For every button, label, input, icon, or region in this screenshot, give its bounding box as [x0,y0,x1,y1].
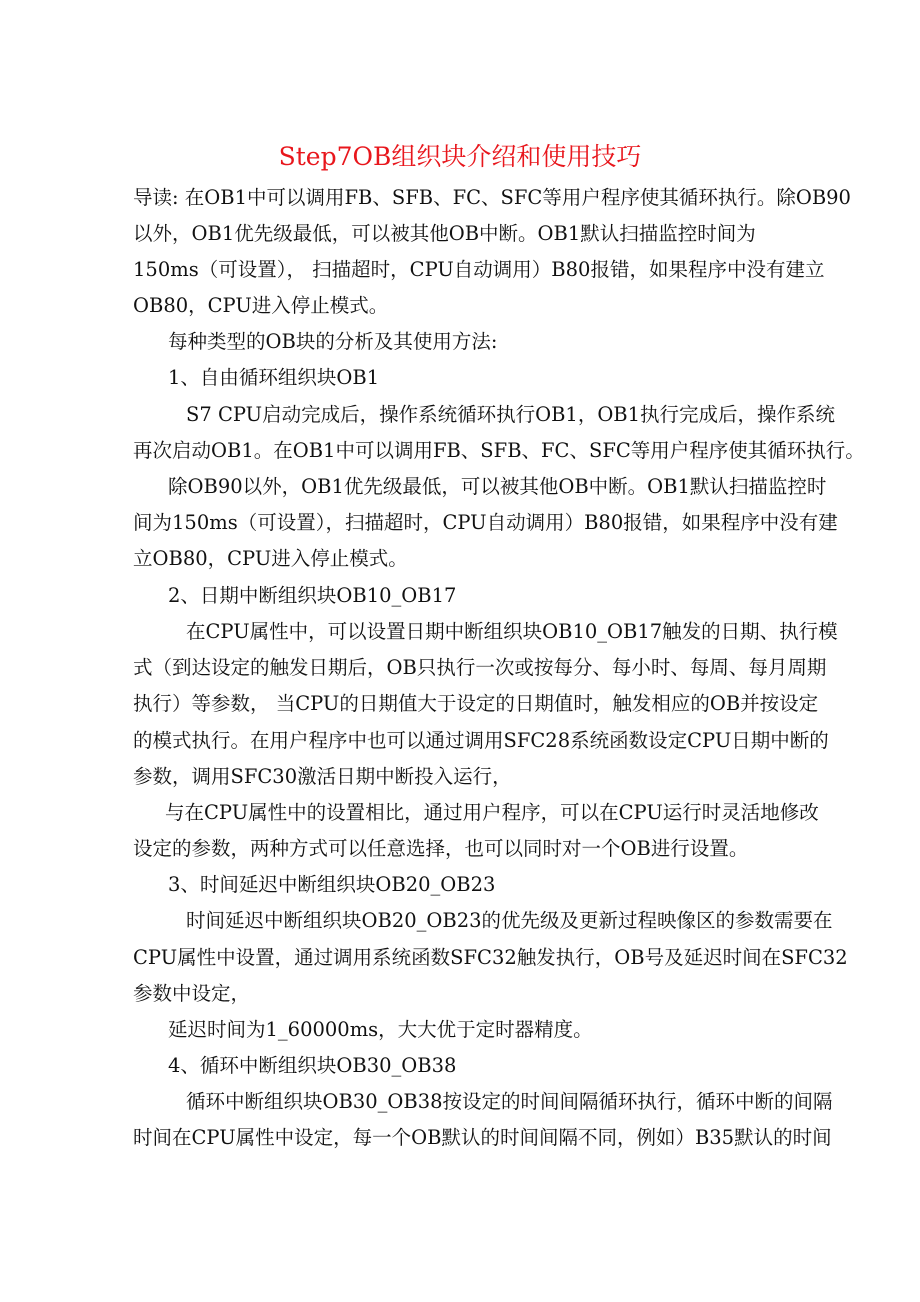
document-title: Step7OB组织块介绍和使用技巧 [278,142,642,171]
section-heading: 4、循环中断组织块OB30_OB38 [168,1054,457,1077]
paragraph-line: CPU属性中设置，通过调用系统函数SFC32触发执行，OB号及延迟时间在SFC32 [133,946,848,969]
paragraph-line: 时间在CPU属性中设定，每一个OB默认的时间间隔不同，例如）B35默认的时间 [133,1126,832,1149]
paragraph-line: 的模式执行。在用户程序中也可以通过调用SFC28系统函数设定CPU日期中断的 [133,729,829,752]
paragraph-line: 执行）等参数， 当CPU的日期值大于设定的日期值时，触发相应的OB并按设定 [133,692,819,715]
paragraph-line: 除OB90以外，OB1优先级最低，可以被其他OB中断。OB1默认扫描监控时 [168,475,827,498]
paragraph-line: 式（到达设定的触发日期后，OB只执行一次或按每分、每小时、每周、每月周期 [133,656,827,679]
section-heading: 2、日期中断组织块OB10_OB17 [168,584,457,607]
section-heading: 1、自由循环组织块OB1 [168,366,380,389]
paragraph-line: 延迟时间为1_60000ms，大大优于定时器精度。 [168,1018,593,1041]
paragraph-line: 参数，调用SFC30激活日期中断投入运行， [133,765,512,788]
paragraph-line: 导读: 在OB1中可以调用FB、SFB、FC、SFC等用户程序使其循环执行。除OB90 [133,186,851,209]
paragraph-line: 再次启动OB1。在OB1中可以调用FB、SFB、FC、SFC等用户程序使其循环执行。 [133,439,865,462]
paragraph-line: 立OB80，CPU进入停止模式。 [133,547,408,570]
paragraph-line: 与在CPU属性中的设置相比，通过用户程序，可以在CPU运行时灵活地修改 [165,801,819,824]
paragraph-line: 时间延迟中断组织块OB20_OB23的优先级及更新过程映像区的参数需要在 [186,909,833,932]
section-heading: 3、时间延迟中断组织块OB20_OB23 [168,873,496,896]
paragraph-line: 以外，OB1优先级最低，可以被其他OB中断。OB1默认扫描监控时间为 [133,222,756,245]
paragraph-line: OB80，CPU进入停止模式。 [133,294,389,317]
paragraph-line: 循环中断组织块OB30_OB38按设定的时间间隔循环执行，循环中断的间隔 [186,1090,833,1113]
paragraph-line: S7 CPU启动完成后，操作系统循环执行OB1，OB1执行完成后，操作系统 [186,403,836,426]
paragraph-line: 每种类型的OB块的分析及其使用方法: [168,330,498,353]
paragraph-line: 间为150ms（可设置），扫描超时，CPU自动调用）B80报错，如果程序中没有建 [133,511,838,534]
paragraph-line: 参数中设定， [133,982,251,1005]
paragraph-line: 设定的参数，两种方式可以任意选择，也可以同时对一个OB进行设置。 [133,837,749,860]
paragraph-line: 150ms（可设置）， 扫描超时，CPU自动调用）B80报错，如果程序中没有建立 [133,258,825,281]
paragraph-line: 在CPU属性中，可以设置日期中断组织块OB10_OB17触发的日期、执行模 [186,620,838,643]
